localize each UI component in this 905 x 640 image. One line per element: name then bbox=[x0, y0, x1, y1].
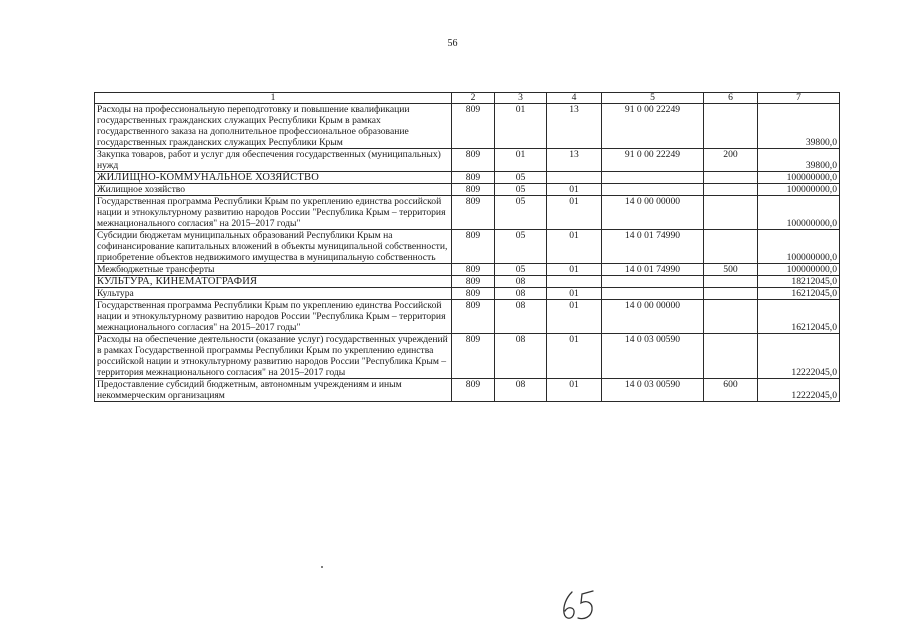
row-section-code: 08 bbox=[495, 300, 547, 334]
table-row bbox=[95, 172, 840, 184]
row-ministry-code: 809 bbox=[452, 172, 495, 184]
row-section-code: 05 bbox=[495, 196, 547, 230]
row-name: Закупка товаров, работ и услуг для обеспечения государственных (муниципальных) нужд bbox=[95, 149, 452, 172]
row-ministry-code: 809 bbox=[452, 149, 495, 172]
row-target-code: 14 0 01 74990 bbox=[602, 230, 704, 264]
row-section-code: 05 bbox=[495, 172, 547, 184]
row-name: Предоставление субсидий бюджетным, автономным учреждениям и иным некоммерческим организациям bbox=[95, 379, 452, 402]
row-name: ЖИЛИЩНО-КОММУНАЛЬНОЕ ХОЗЯЙСТВО bbox=[95, 172, 452, 184]
row-section-code: 01 bbox=[495, 149, 547, 172]
row-expense-type bbox=[704, 334, 758, 379]
row-name: Государственная программа Республики Крым по укреплению единства российской нации и этнокультурному развитию народов России "Республика Крым – территория межнационального согласия" на 2015–2017 годы" bbox=[95, 196, 452, 230]
table-row bbox=[95, 334, 840, 379]
row-target-code bbox=[602, 276, 704, 288]
row-ministry-code: 809 bbox=[452, 184, 495, 196]
row-section-code: 05 bbox=[495, 264, 547, 276]
col-header-1: 1 bbox=[95, 93, 452, 104]
row-amount: 12222045,0 bbox=[758, 334, 840, 379]
row-amount: 39800,0 bbox=[758, 104, 840, 149]
row-ministry-code: 809 bbox=[452, 288, 495, 300]
row-section-code: 05 bbox=[495, 230, 547, 264]
row-ministry-code: 809 bbox=[452, 379, 495, 402]
row-section-code: 08 bbox=[495, 334, 547, 379]
row-ministry-code: 809 bbox=[452, 230, 495, 264]
row-subsection-code: 01 bbox=[547, 264, 602, 276]
row-name: Расходы на профессиональную переподготовку и повышение квалификации государственных гражданских служащих Республики Крым в рамках государственного заказа на дополнительное профессиональное образование государственных гражданских служащих Республики Крым bbox=[95, 104, 452, 149]
row-target-code bbox=[602, 172, 704, 184]
scan-speck bbox=[321, 566, 323, 568]
row-subsection-code: 01 bbox=[547, 288, 602, 300]
row-target-code: 14 0 03 00590 bbox=[602, 379, 704, 402]
table-row bbox=[95, 379, 840, 402]
handwritten-page-number-65 bbox=[560, 588, 600, 624]
row-name: КУЛЬТУРА, КИНЕМАТОГРАФИЯ bbox=[95, 276, 452, 288]
row-target-code: 91 0 00 22249 bbox=[602, 104, 704, 149]
row-amount: 100000000,0 bbox=[758, 184, 840, 196]
row-expense-type: 600 bbox=[704, 379, 758, 402]
row-name: Расходы на обеспечение деятельности (оказание услуг) государственных учреждений в рамках Государственной программы Республики Крым по укреплению единства российской нации и этнокультурному развитию народов России "Республика Крым – территория межнационального согласия" на 2015–2017 годы bbox=[95, 334, 452, 379]
row-expense-type bbox=[704, 104, 758, 149]
row-expense-type bbox=[704, 196, 758, 230]
row-amount: 18212045,0 bbox=[758, 276, 840, 288]
row-amount: 100000000,0 bbox=[758, 264, 840, 276]
row-subsection-code: 01 bbox=[547, 196, 602, 230]
page-number: 56 bbox=[447, 38, 458, 49]
col-header-6: 6 bbox=[704, 93, 758, 104]
row-section-code: 05 bbox=[495, 184, 547, 196]
row-amount: 16212045,0 bbox=[758, 300, 840, 334]
row-subsection-code bbox=[547, 276, 602, 288]
budget-table bbox=[94, 92, 840, 402]
row-target-code: 14 0 03 00590 bbox=[602, 334, 704, 379]
col-header-7: 7 bbox=[758, 93, 840, 104]
row-target-code: 14 0 00 00000 bbox=[602, 300, 704, 334]
row-expense-type bbox=[704, 230, 758, 264]
row-name: Культура bbox=[95, 288, 452, 300]
row-name: Субсидии бюджетам муниципальных образований Республики Крым на софинансирование капитальных вложений в объекты муниципальной собственности, приобретение объектов недвижимого имущества в муниципальную собственность bbox=[95, 230, 452, 264]
table-row bbox=[95, 149, 840, 172]
col-header-2: 2 bbox=[452, 93, 495, 104]
row-expense-type bbox=[704, 172, 758, 184]
row-target-code: 14 0 00 00000 bbox=[602, 196, 704, 230]
row-section-code: 08 bbox=[495, 379, 547, 402]
row-ministry-code: 809 bbox=[452, 264, 495, 276]
row-section-code: 01 bbox=[495, 104, 547, 149]
row-expense-type bbox=[704, 288, 758, 300]
row-subsection-code: 01 bbox=[547, 230, 602, 264]
row-subsection-code: 01 bbox=[547, 379, 602, 402]
row-ministry-code: 809 bbox=[452, 334, 495, 379]
row-ministry-code: 809 bbox=[452, 276, 495, 288]
row-amount: 100000000,0 bbox=[758, 230, 840, 264]
row-subsection-code: 01 bbox=[547, 300, 602, 334]
col-header-5: 5 bbox=[602, 93, 704, 104]
row-subsection-code: 13 bbox=[547, 149, 602, 172]
col-header-3: 3 bbox=[495, 93, 547, 104]
row-expense-type bbox=[704, 276, 758, 288]
table-row bbox=[95, 276, 840, 288]
row-section-code: 08 bbox=[495, 276, 547, 288]
row-subsection-code: 01 bbox=[547, 184, 602, 196]
row-target-code bbox=[602, 288, 704, 300]
row-expense-type bbox=[704, 300, 758, 334]
row-expense-type bbox=[704, 184, 758, 196]
row-name: Межбюджетные трансферты bbox=[95, 264, 452, 276]
row-name: Государственная программа Республики Крым по укреплению единства Российской нации и этнокультурному развитию народов России "Республика Крым – территория межнационального согласия" на 2015–2017 годы" bbox=[95, 300, 452, 334]
header-row bbox=[95, 93, 840, 104]
row-section-code: 08 bbox=[495, 288, 547, 300]
row-amount: 39800,0 bbox=[758, 149, 840, 172]
row-target-code: 91 0 00 22249 bbox=[602, 149, 704, 172]
table-row bbox=[95, 300, 840, 334]
table-row bbox=[95, 230, 840, 264]
row-expense-type: 500 bbox=[704, 264, 758, 276]
row-subsection-code: 13 bbox=[547, 104, 602, 149]
row-amount: 100000000,0 bbox=[758, 172, 840, 184]
row-target-code: 14 0 01 74990 bbox=[602, 264, 704, 276]
row-amount: 12222045,0 bbox=[758, 379, 840, 402]
row-ministry-code: 809 bbox=[452, 300, 495, 334]
table-row bbox=[95, 104, 840, 149]
row-subsection-code: 01 bbox=[547, 334, 602, 379]
row-ministry-code: 809 bbox=[452, 196, 495, 230]
row-amount: 16212045,0 bbox=[758, 288, 840, 300]
table-row bbox=[95, 288, 840, 300]
table-row bbox=[95, 264, 840, 276]
col-header-4: 4 bbox=[547, 93, 602, 104]
table-row bbox=[95, 184, 840, 196]
row-ministry-code: 809 bbox=[452, 104, 495, 149]
row-target-code bbox=[602, 184, 704, 196]
row-subsection-code bbox=[547, 172, 602, 184]
table-row bbox=[95, 196, 840, 230]
row-expense-type: 200 bbox=[704, 149, 758, 172]
row-name: Жилищное хозяйство bbox=[95, 184, 452, 196]
row-amount: 100000000,0 bbox=[758, 196, 840, 230]
